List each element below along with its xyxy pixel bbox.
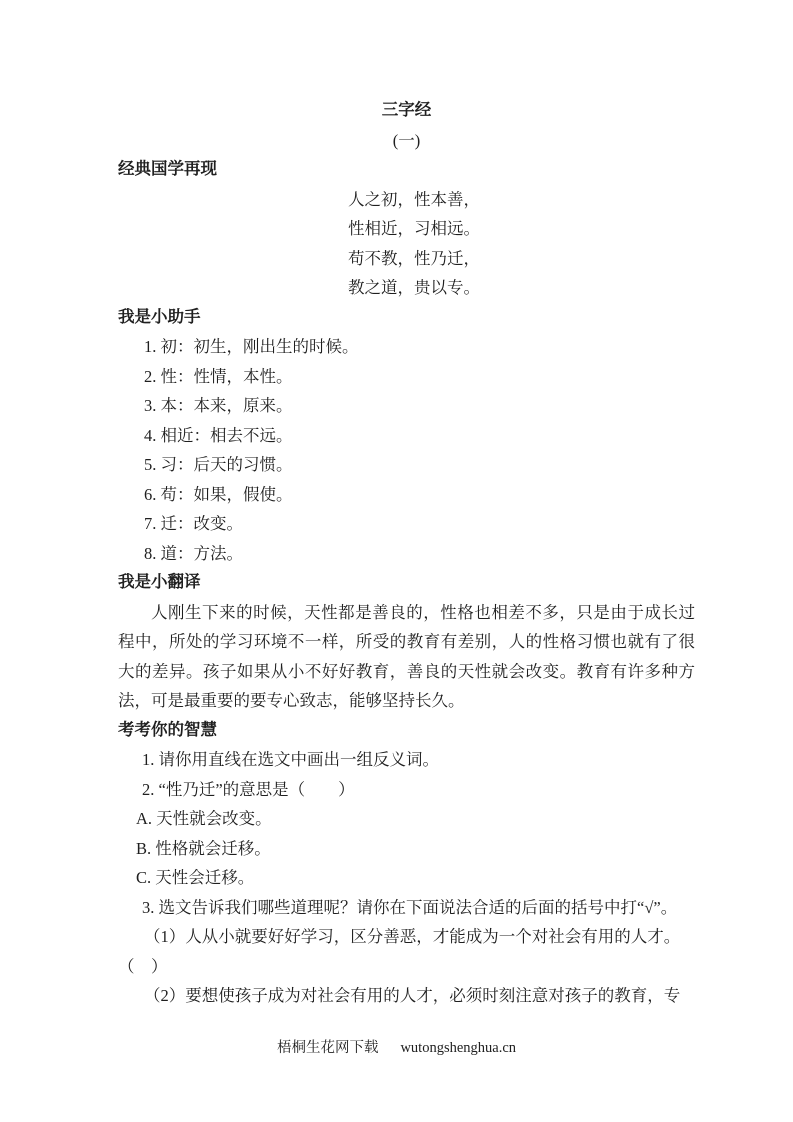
glossary-item: 5. 习：后天的习惯。 [144, 455, 293, 474]
footer-site-url: wutongshenghua.cn [400, 1040, 517, 1056]
quiz-option-a: A. 天性就会改变。 [136, 809, 272, 828]
section-heading-translation: 我是小翻译 [118, 573, 201, 591]
translation-paragraph: 人刚生下来的时候，天性都是善良的，性格也相差不多，只是由于成长过程中，所处的学习环境不一样，所受的教育有差别，人的性格习惯也就有了很大的差异。孩子如果从小不好好教育，善良的天性就会改变。教育有许多种方法，可是最重要的要专心致志，能够坚持长久。 [118, 602, 695, 710]
quiz-question-1: 1. 请你用直线在选文中画出一组反义词。 [142, 750, 439, 769]
poem-line: 人之初，性本善， [348, 189, 480, 209]
doc-part-number: (一) [392, 130, 421, 150]
glossary-item: 3. 本：本来，原来。 [144, 396, 293, 415]
section-heading-classic-text: 经典国学再现 [118, 160, 217, 178]
quiz-q3-statement-2: （2）要想使孩子成为对社会有用的人才，必须时刻注意对孩子的教育，专 [144, 986, 681, 1005]
glossary-item: 4. 相近：相去不远。 [144, 425, 293, 445]
section-heading-helper: 我是小助手 [118, 307, 201, 326]
quiz-option-c: C. 天性会迁移。 [136, 868, 255, 887]
quiz-question-2: 2. “性乃迁”的意思是（ ） [142, 779, 355, 799]
page-footer [0, 1038, 793, 1058]
glossary-item: 1. 初：初生，刚出生的时候。 [144, 337, 359, 356]
section-heading-quiz: 考考你的智慧 [118, 720, 217, 739]
document-content [118, 96, 695, 1011]
poem-line: 苟不教，性乃迁， [348, 248, 480, 268]
glossary-item: 6. 苟：如果，假使。 [144, 484, 293, 504]
doc-title: 三字经 [381, 101, 432, 119]
quiz-option-b: B. 性格就会迁移。 [136, 838, 271, 858]
answer-blank: （ ） [118, 956, 168, 976]
poem-line: 教之道，贵以专。 [348, 278, 480, 297]
glossary-item: 8. 道：方法。 [144, 543, 243, 563]
footer-site-name: 梧桐生花网下载 [276, 1040, 379, 1056]
quiz-q3-statement-1: （1）人从小就要好好学习，区分善恶，才能成为一个对社会有用的人才。 [144, 927, 681, 946]
quiz-question-3: 3. 选文告诉我们哪些道理呢？请你在下面说法合适的后面的括号中打“√”。 [142, 897, 678, 917]
poem-line: 性相近，习相远。 [348, 219, 480, 238]
glossary-item: 7. 迁：改变。 [144, 514, 243, 533]
glossary-item: 2. 性：性情，本性。 [144, 366, 293, 386]
